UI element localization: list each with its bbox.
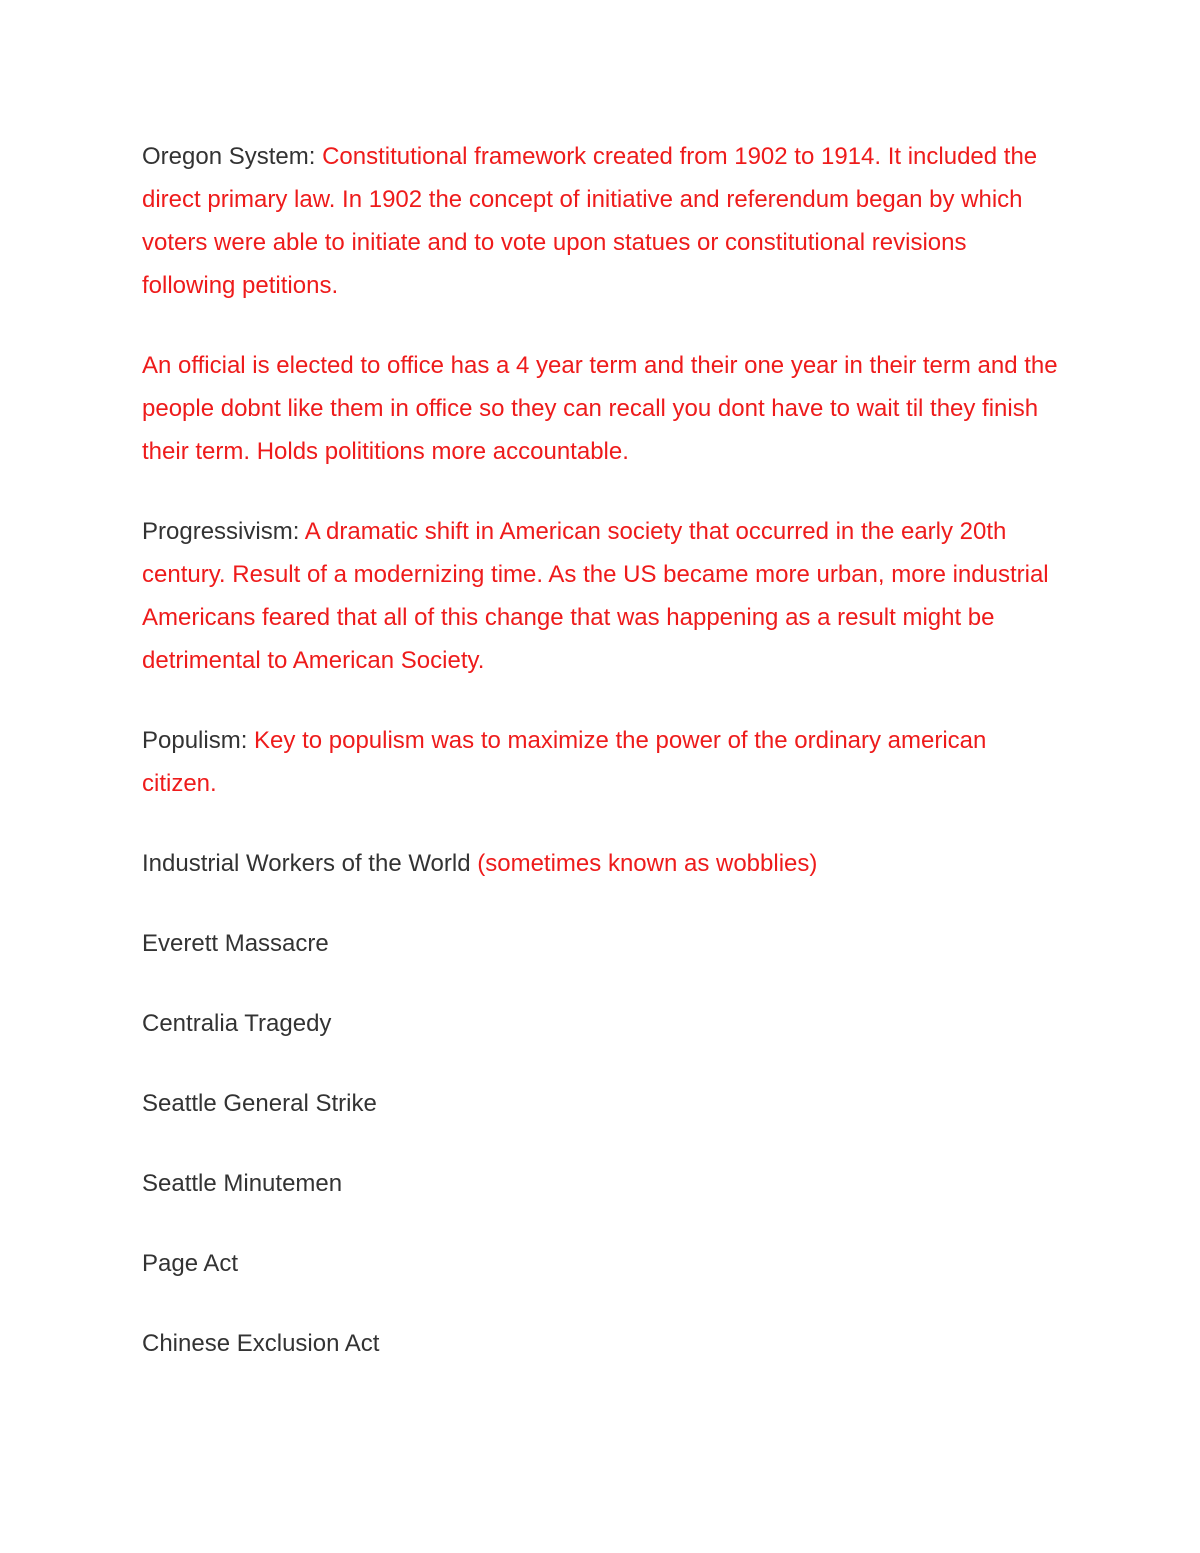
definition-text: An official is elected to office has a 4 year term and their one year in their term and the people dobnt like them in office so they can recall you dont have to wait til they finish their term. Holds polititions more accountable. xyxy=(142,352,1058,465)
definition-text: A dramatic shift in American society that occurred in the early 20th century. Result of a modernizing time. As the US became more urban, more industrial Americans feared that all of this change that was happening as a result might be detrimental to American Society. xyxy=(142,518,1049,674)
entry-industrial-workers xyxy=(142,842,1060,885)
entry-oregon-system xyxy=(142,135,1060,307)
entry-chinese-exclusion-act xyxy=(142,1322,1060,1365)
definition-text: Key to populism was to maximize the power of the ordinary american citizen. xyxy=(142,727,987,797)
entry-populism xyxy=(142,719,1060,805)
entry-seattle-general-strike xyxy=(142,1082,1060,1125)
entry-everett-massacre xyxy=(142,922,1060,965)
term-label: Seattle Minutemen xyxy=(142,1170,343,1197)
term-label: Oregon System: xyxy=(142,143,316,170)
term-label: Chinese Exclusion Act xyxy=(142,1330,380,1357)
entry-progressivism xyxy=(142,510,1060,682)
entry-page-act xyxy=(142,1242,1060,1285)
entry-recall-explanation xyxy=(142,344,1060,473)
definition-text: Constitutional framework created from 1902 to 1914. It included the direct primary law. In 1902 the concept of initiative and referendum began by which voters were able to initiate and to vote upon statues or constitutional revisions following petitions. xyxy=(142,143,1038,299)
term-label: Everett Massacre xyxy=(142,930,329,957)
term-label: Industrial Workers of the World xyxy=(142,850,471,877)
entry-centralia-tragedy xyxy=(142,1002,1060,1045)
term-label: Centralia Tragedy xyxy=(142,1010,332,1037)
definition-text: (sometimes known as wobblies) xyxy=(477,850,818,877)
term-label: Page Act xyxy=(142,1250,239,1277)
entry-seattle-minutemen xyxy=(142,1162,1060,1205)
term-label: Populism: xyxy=(142,727,248,754)
term-label: Seattle General Strike xyxy=(142,1090,377,1117)
term-label: Progressivism: xyxy=(142,518,300,545)
